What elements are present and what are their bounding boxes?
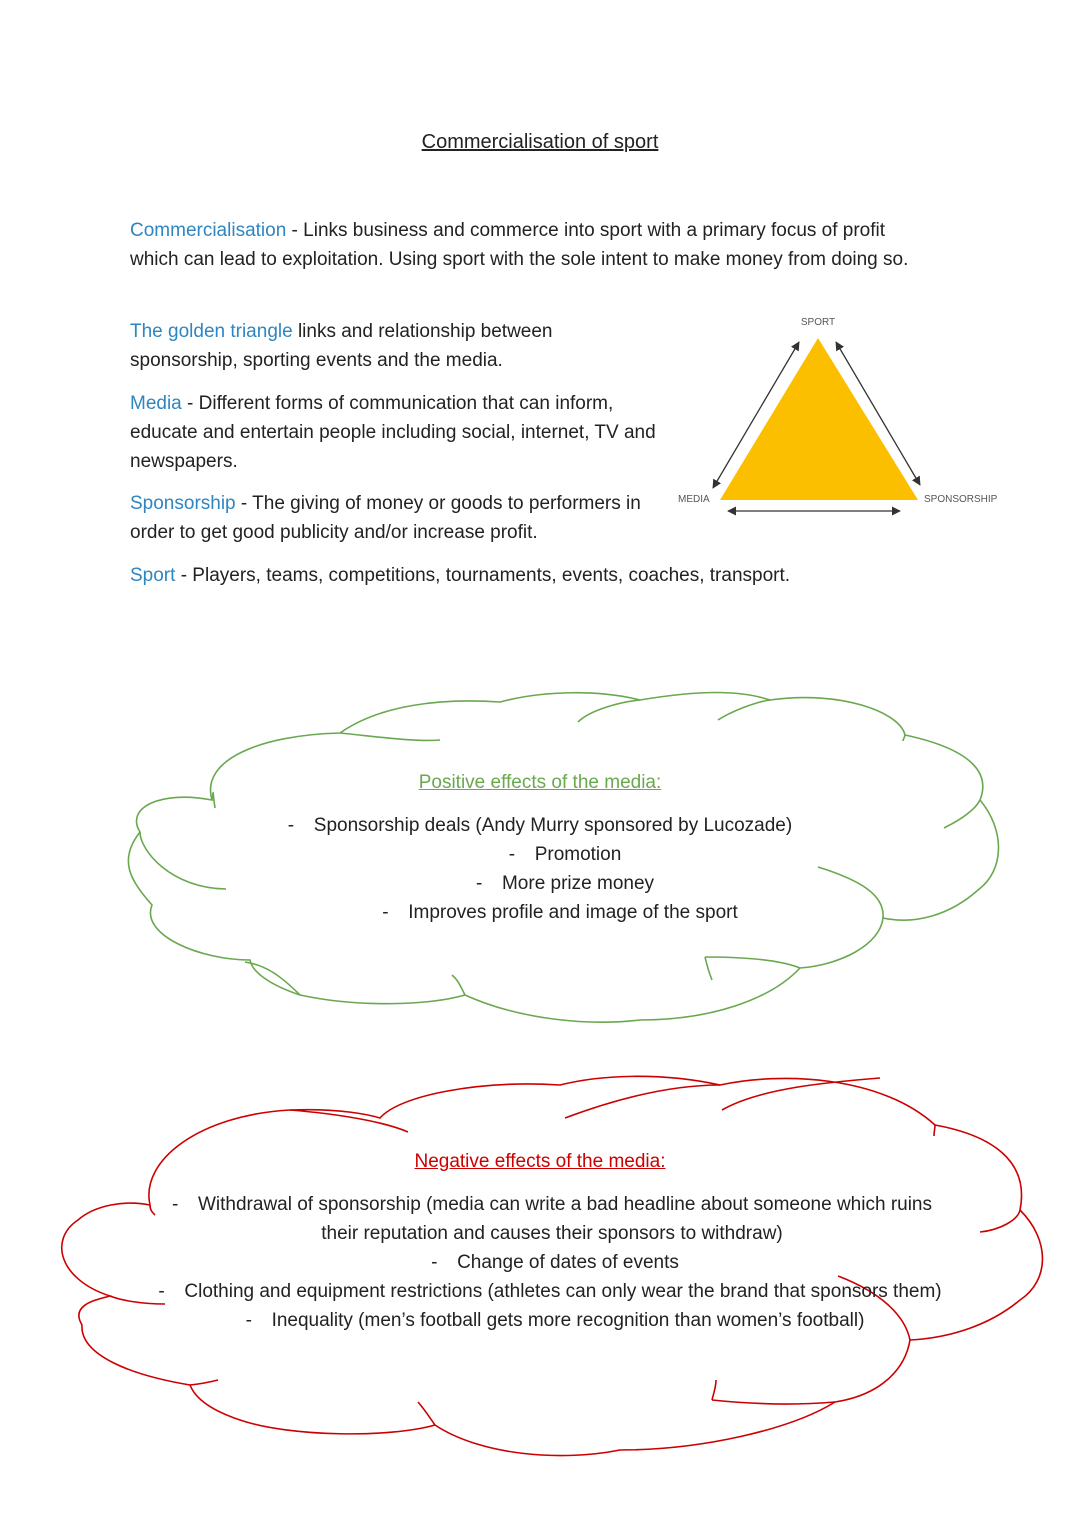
negative-heading: Negative effects of the media: — [414, 1151, 666, 1172]
sponsorship-text: - The giving of money or goods to performers in order to get good publicity and/or increase profit. — [130, 493, 641, 543]
page-title: Commercialisation of sport — [421, 131, 659, 153]
positive-heading: Positive effects of the media: — [418, 772, 662, 793]
positive-item: - Improves profile and image of the sport — [382, 902, 738, 923]
media-text: - Different forms of communication that can inform, educate and entertain people including social, internet, TV and newspapers. — [130, 393, 656, 472]
media-label: MEDIA — [678, 494, 710, 505]
media-term: Media — [130, 393, 182, 414]
golden-triangle-term: The golden triangle — [130, 321, 293, 342]
sport-label: SPORT — [800, 317, 836, 328]
sponsorship-term: Sponsorship — [130, 493, 236, 514]
negative-item: - Withdrawal of sponsorship (media can write a bad headline about someone which ruins their reputation and causes their sponsors to withdraw) — [171, 1194, 932, 1244]
commercialisation-text: - Links business and commerce into sport with a primary focus of profit which can lead to exploitation. Using sport with the sole intent to make money from doing so. — [130, 220, 909, 270]
sponsorship-label: SPONSORSHIP — [924, 494, 998, 505]
negative-effects — [0, 1147, 1080, 1335]
positive-item: - Sponsorship deals (Andy Murry sponsored by Lucozade) — [287, 815, 793, 836]
negative-item: - Change of dates of events — [431, 1252, 679, 1273]
positive-item: - Promotion — [508, 844, 622, 865]
sport-term: Sport — [130, 565, 176, 586]
golden-triangle-text: links and relationship between sponsorship, sporting events and the media. — [130, 321, 553, 371]
sport-text: - Players, teams, competitions, tournaments, events, coaches, transport. — [175, 565, 791, 586]
positive-item: - More prize money — [475, 873, 655, 894]
negative-item: - Clothing and equipment restrictions (athletes can only wear the brand that sponsors them) — [158, 1281, 942, 1302]
commercialisation-term: Commercialisation — [130, 220, 287, 241]
negative-item: - Inequality (men’s football gets more recognition than women’s football) — [245, 1310, 865, 1331]
